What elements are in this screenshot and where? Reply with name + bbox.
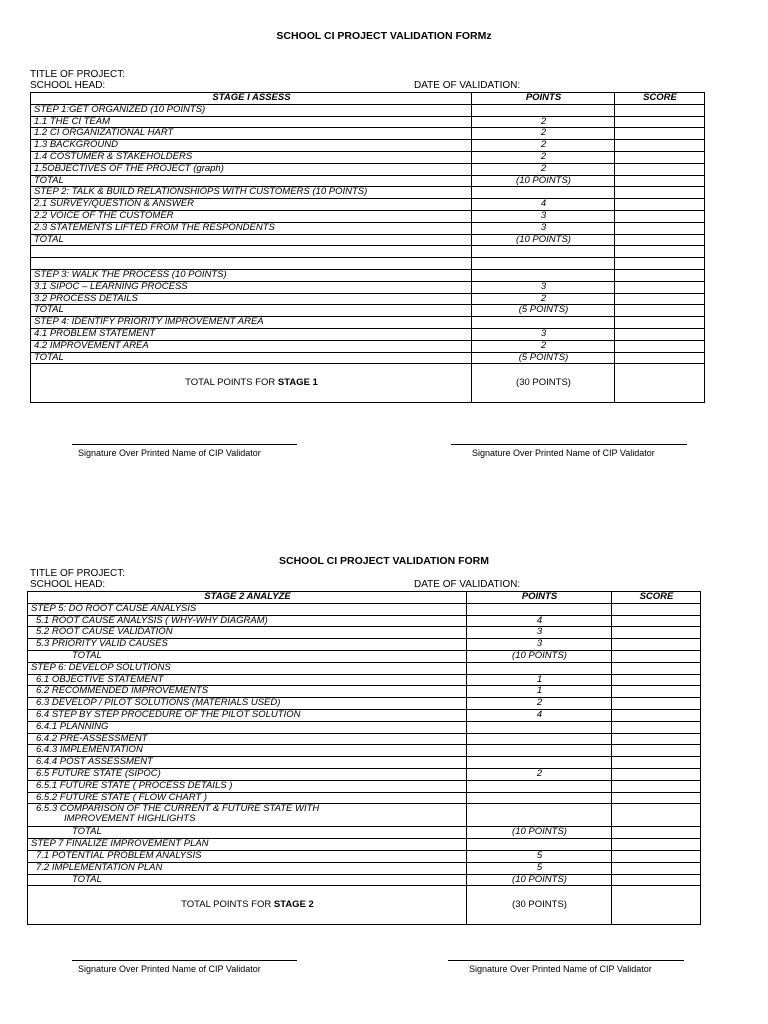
table-row (31, 340, 705, 352)
table-row (28, 850, 701, 862)
table-row (28, 862, 701, 874)
table-row (31, 281, 705, 293)
score-cell[interactable] (612, 650, 701, 662)
item-label: 1.4 COSTUMER & STAKEHOLDERS (31, 151, 472, 163)
table-row (31, 293, 705, 305)
table-header (28, 592, 701, 604)
form2-signature-left[interactable] (72, 960, 297, 974)
total-label: TOTAL POINTS FOR STAGE 2 (28, 886, 467, 925)
score-cell[interactable] (615, 187, 705, 199)
item-points: 3 (472, 281, 615, 293)
table-row (28, 603, 701, 615)
item-label: TOTAL (31, 234, 472, 246)
item-points: 3 (467, 639, 612, 651)
score-cell[interactable] (612, 721, 701, 733)
form2-date-label: DATE OF VALIDATION: (414, 579, 521, 590)
total-score-cell[interactable] (612, 886, 701, 925)
item-points: 2 (467, 698, 612, 710)
item-points: (10 POINTS) (467, 874, 612, 886)
item-label: 6.3 DEVELOP / PILOT SOLUTIONS (MATERIALS USED) (28, 698, 467, 710)
item-points: 2 (472, 340, 615, 352)
item-label: TOTAL (28, 827, 467, 839)
item-label: 6.2 RECOMMENDED IMPROVEMENTS (28, 686, 467, 698)
score-cell[interactable] (615, 281, 705, 293)
signature-caption: Signature Over Printed Name of CIP Validator (469, 964, 652, 974)
item-label: 1.2 CI ORGANIZATIONAL HART (31, 128, 472, 140)
score-cell[interactable] (615, 328, 705, 340)
item-label: 3.1 SIPOC – LEARNING PROCESS (31, 281, 472, 293)
table-row (31, 258, 705, 270)
score-cell[interactable] (612, 780, 701, 792)
header-points: POINTS (472, 93, 615, 105)
table-row (28, 745, 701, 757)
item-label: TOTAL (28, 874, 467, 886)
item-points (467, 780, 612, 792)
item-points (472, 246, 615, 258)
item-points: 2 (472, 293, 615, 305)
header-stage: STAGE I ASSESS (31, 93, 472, 105)
item-points: (10 POINTS) (467, 827, 612, 839)
score-cell[interactable] (612, 627, 701, 639)
score-cell[interactable] (615, 151, 705, 163)
item-label: STEP 3: WALK THE PROCESS (10 POINTS) (31, 269, 472, 281)
table-row (28, 768, 701, 780)
table-row (31, 104, 705, 116)
score-cell[interactable] (612, 709, 701, 721)
header-score: SCORE (615, 93, 705, 105)
item-points: 2 (467, 768, 612, 780)
item-points (467, 804, 612, 827)
item-points (472, 317, 615, 329)
item-points: 3 (467, 627, 612, 639)
item-label: 6.5.2 FUTURE STATE ( FLOW CHART ) (28, 792, 467, 804)
table-row (31, 163, 705, 175)
item-label: 6.5 FUTURE STATE (SIPOC) (28, 768, 467, 780)
score-cell[interactable] (615, 128, 705, 140)
signature-caption: Signature Over Printed Name of CIP Validator (472, 448, 655, 458)
item-label: 7.1 POTENTIAL PROBLEM ANALYSIS (28, 850, 467, 862)
item-label: 3.2 PROCESS DETAILS (31, 293, 472, 305)
score-cell[interactable] (615, 258, 705, 270)
item-points: 4 (467, 709, 612, 721)
score-cell[interactable] (612, 757, 701, 769)
total-row (31, 364, 705, 403)
item-label: STEP 2: TALK & BUILD RELATIONSHIOPS WITH CUSTOMERS (10 POINTS) (31, 187, 472, 199)
score-cell[interactable] (612, 639, 701, 651)
item-label: 6.4.4 POST ASSESSMENT (28, 757, 467, 769)
item-label: 2.2 VOICE OF THE CUSTOMER (31, 210, 472, 222)
table-row (31, 199, 705, 211)
table-row (31, 246, 705, 258)
score-cell[interactable] (612, 827, 701, 839)
item-points (472, 258, 615, 270)
form2-school-head: SCHOOL HEAD: (30, 579, 106, 590)
item-label: 6.4.2 PRE-ASSESSMENT (28, 733, 467, 745)
form1-signature-left[interactable] (72, 444, 297, 458)
score-cell[interactable] (615, 305, 705, 317)
item-label (31, 258, 472, 270)
header-points: POINTS (467, 592, 612, 604)
form2-table (27, 591, 701, 925)
table-row (28, 733, 701, 745)
item-points: (10 POINTS) (472, 234, 615, 246)
score-cell[interactable] (612, 874, 701, 886)
score-cell[interactable] (615, 140, 705, 152)
score-cell[interactable] (612, 686, 701, 698)
item-label: TOTAL (28, 650, 467, 662)
item-label: 6.1 OBJECTIVE STATEMENT (28, 674, 467, 686)
score-cell[interactable] (612, 792, 701, 804)
item-label: 6.4.3 IMPLEMENTATION (28, 745, 467, 757)
table-row (28, 698, 701, 710)
item-points: 2 (472, 128, 615, 140)
item-points (472, 269, 615, 281)
score-cell[interactable] (612, 839, 701, 851)
item-points (472, 104, 615, 116)
item-points (467, 603, 612, 615)
score-cell[interactable] (615, 222, 705, 234)
table-row (31, 116, 705, 128)
score-cell[interactable] (612, 745, 701, 757)
form1-table (30, 92, 705, 403)
item-label: 5.2 ROOT CAUSE VALIDATION (28, 627, 467, 639)
item-points (467, 839, 612, 851)
item-points (467, 745, 612, 757)
item-points: 2 (472, 163, 615, 175)
table-row (28, 757, 701, 769)
item-label: 6.4.1 PLANNING (28, 721, 467, 733)
score-cell[interactable] (612, 768, 701, 780)
score-cell[interactable] (612, 698, 701, 710)
item-label: 7.2 IMPLEMENTATION PLAN (28, 862, 467, 874)
item-points: 2 (472, 151, 615, 163)
item-label: TOTAL (31, 305, 472, 317)
item-points: 3 (472, 328, 615, 340)
item-label: 1.3 BACKGROUND (31, 140, 472, 152)
item-points (467, 662, 612, 674)
item-label: 2.1 SURVEY/QUESTION & ANSWER (31, 199, 472, 211)
item-label: STEP 1:GET ORGANIZED (10 POINTS) (31, 104, 472, 116)
form2-title: SCHOOL CI PROJECT VALIDATION FORM (278, 555, 489, 567)
item-label: 2.3 STATEMENTS LIFTED FROM THE RESPONDENTS (31, 222, 472, 234)
table-row (31, 234, 705, 246)
table-row (31, 305, 705, 317)
score-cell[interactable] (615, 246, 705, 258)
table-row (28, 662, 701, 674)
score-cell[interactable] (612, 862, 701, 874)
table-row (31, 140, 705, 152)
table-row (31, 210, 705, 222)
form1-title-of-project: TITLE OF PROJECT: (30, 69, 126, 80)
table-row (28, 839, 701, 851)
item-points (467, 733, 612, 745)
item-points: 1 (467, 686, 612, 698)
item-points: 4 (467, 615, 612, 627)
score-cell[interactable] (615, 352, 705, 364)
table-header (31, 93, 705, 105)
form2-title-of-project: TITLE OF PROJECT: (30, 568, 126, 579)
item-label (31, 246, 472, 258)
item-points: (10 POINTS) (472, 175, 615, 187)
total-row (28, 886, 701, 925)
item-label-line1: 6.5.3 COMPARISON OF THE CURRENT & FUTURE STATE WITH (36, 803, 320, 815)
total-score-cell[interactable] (615, 364, 705, 403)
score-cell[interactable] (615, 116, 705, 128)
item-label (28, 804, 467, 827)
table-row (31, 317, 705, 329)
score-cell[interactable] (612, 850, 701, 862)
table-row (28, 709, 701, 721)
score-cell[interactable] (612, 615, 701, 627)
item-points (467, 721, 612, 733)
table-row (28, 780, 701, 792)
form1-signature-right[interactable] (451, 444, 687, 458)
item-points: 3 (472, 222, 615, 234)
item-label: 5.1 ROOT CAUSE ANALYSIS ( WHY-WHY DIAGRAM) (28, 615, 467, 627)
table-row (28, 627, 701, 639)
table-row (28, 639, 701, 651)
score-cell[interactable] (615, 293, 705, 305)
item-label: STEP 6: DEVELOP SOLUTIONS (28, 662, 467, 674)
form1-date-label: DATE OF VALIDATION: (414, 80, 521, 91)
item-label: TOTAL (31, 175, 472, 187)
table-row (28, 804, 701, 827)
item-points: 3 (472, 210, 615, 222)
table-row (31, 187, 705, 199)
score-cell[interactable] (612, 674, 701, 686)
score-cell[interactable] (615, 175, 705, 187)
table-row (31, 175, 705, 187)
score-cell[interactable] (615, 340, 705, 352)
item-label: STEP 5: DO ROOT CAUSE ANALYSIS (28, 603, 467, 615)
item-points: (10 POINTS) (467, 650, 612, 662)
score-cell[interactable] (612, 733, 701, 745)
table-row (28, 721, 701, 733)
table-row (28, 792, 701, 804)
signature-caption: Signature Over Printed Name of CIP Validator (78, 448, 261, 458)
item-points: (5 POINTS) (472, 305, 615, 317)
score-cell[interactable] (615, 163, 705, 175)
score-cell[interactable] (612, 662, 701, 674)
item-label: 4.2 IMPROVEMENT AREA (31, 340, 472, 352)
item-label: STEP 4: IDENTIFY PRIORITY IMPROVEMENT AREA (31, 317, 472, 329)
table-row (28, 674, 701, 686)
total-points: (30 POINTS) (472, 364, 615, 403)
item-points: 2 (472, 116, 615, 128)
item-points: 2 (472, 140, 615, 152)
item-label-line2: IMPROVEMENT HIGHLIGHTS (64, 813, 196, 825)
item-label: 6.5.1 FUTURE STATE ( PROCESS DETAILS ) (28, 780, 467, 792)
total-label: TOTAL POINTS FOR STAGE 1 (31, 364, 472, 403)
score-cell[interactable] (615, 210, 705, 222)
item-label: STEP 7 FINALIZE IMPROVEMENT PLAN (28, 839, 467, 851)
table-row (28, 615, 701, 627)
table-row (31, 352, 705, 364)
score-cell[interactable] (612, 804, 701, 827)
table-row (28, 686, 701, 698)
table-row (31, 128, 705, 140)
table-row (28, 827, 701, 839)
item-label: 1.5OBJECTIVES OF THE PROJECT (graph) (31, 163, 472, 175)
item-points (467, 757, 612, 769)
score-cell[interactable] (615, 269, 705, 281)
score-cell[interactable] (615, 199, 705, 211)
table-row (31, 222, 705, 234)
table-row (31, 269, 705, 281)
item-points: 1 (467, 674, 612, 686)
item-points: 5 (467, 850, 612, 862)
score-cell[interactable] (612, 603, 701, 615)
score-cell[interactable] (615, 104, 705, 116)
signature-caption: Signature Over Printed Name of CIP Validator (78, 964, 261, 974)
item-points: 4 (472, 199, 615, 211)
item-label: TOTAL (31, 352, 472, 364)
item-label: 5.3 PRIORITY VALID CAUSES (28, 639, 467, 651)
form1-school-head: SCHOOL HEAD: (30, 80, 106, 91)
item-points: 5 (467, 862, 612, 874)
header-stage: STAGE 2 ANALYZE (28, 592, 467, 604)
form2-signature-right[interactable] (448, 960, 684, 974)
score-cell[interactable] (615, 234, 705, 246)
header-score: SCORE (612, 592, 701, 604)
item-points (472, 187, 615, 199)
table-row (31, 151, 705, 163)
table-row (28, 650, 701, 662)
item-label: 4.1 PROBLEM STATEMENT (31, 328, 472, 340)
table-row (31, 328, 705, 340)
item-label: 1.1 THE CI TEAM (31, 116, 472, 128)
item-points (467, 792, 612, 804)
total-points: (30 POINTS) (467, 886, 612, 925)
form1-title: SCHOOL CI PROJECT VALIDATION FORMz (276, 30, 492, 42)
score-cell[interactable] (615, 317, 705, 329)
table-row (28, 874, 701, 886)
item-label: 6.4 STEP BY STEP PROCEDURE OF THE PILOT SOLUTION (28, 709, 467, 721)
item-points: (5 POINTS) (472, 352, 615, 364)
